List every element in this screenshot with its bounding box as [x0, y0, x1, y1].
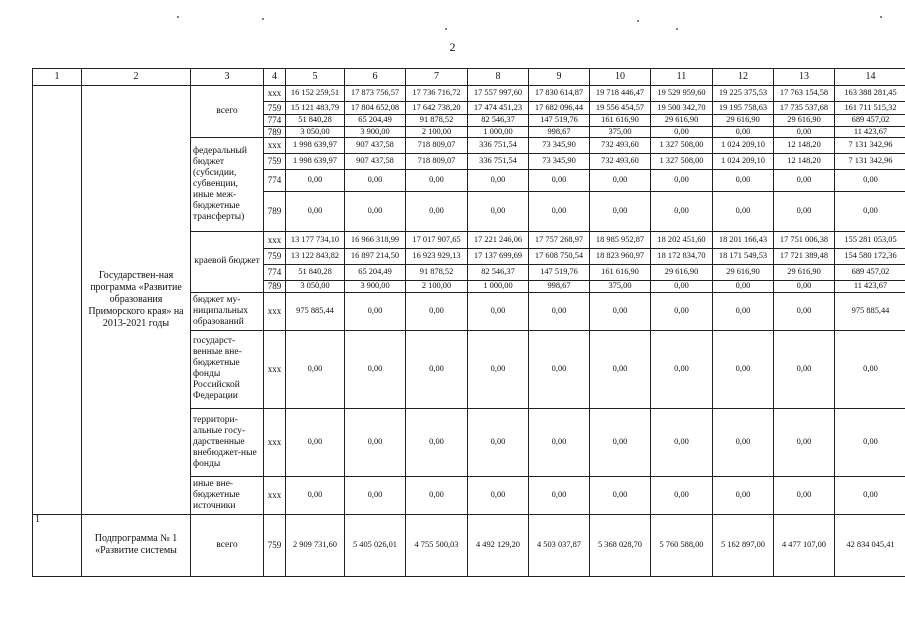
- value-cell: 998,67: [529, 281, 590, 293]
- row-number-cell: 1: [33, 514, 82, 576]
- value-cell: 1 000,00: [468, 281, 529, 293]
- value-cell: 29 616,90: [651, 265, 713, 281]
- value-cell: 0,00: [468, 476, 529, 514]
- value-cell: 13 177 734,10: [286, 232, 345, 249]
- value-cell: 0,00: [286, 330, 345, 408]
- value-cell: 82 546,37: [468, 115, 529, 127]
- value-cell: 16 152 259,51: [286, 86, 345, 102]
- value-cell: 17 757 268,97: [529, 232, 590, 249]
- code-cell: ххх: [264, 330, 286, 408]
- value-cell: 0,00: [651, 126, 713, 138]
- value-cell: 16 966 318,99: [345, 232, 406, 249]
- value-cell: 0,00: [529, 192, 590, 232]
- value-cell: 18 823 960,97: [590, 249, 651, 265]
- code-cell: 759: [264, 514, 286, 576]
- value-cell: 0,00: [406, 292, 468, 330]
- code-cell: 759: [264, 102, 286, 115]
- code-cell: ххх: [264, 138, 286, 154]
- value-cell: 2 909 731,60: [286, 514, 345, 576]
- value-cell: 163 388 281,45: [835, 86, 905, 102]
- value-cell: 0,00: [406, 170, 468, 192]
- value-cell: 0,00: [345, 408, 406, 476]
- value-cell: 29 616,90: [774, 265, 835, 281]
- value-cell: 1 998 639,97: [286, 138, 345, 154]
- table-row: [33, 86, 905, 102]
- value-cell: 0,00: [713, 192, 774, 232]
- value-cell: 3 900,00: [345, 281, 406, 293]
- value-cell: 0,00: [651, 192, 713, 232]
- value-cell: 91 878,52: [406, 265, 468, 281]
- value-cell: 0,00: [774, 126, 835, 138]
- header-cell: 13: [774, 69, 835, 86]
- value-cell: 7 131 342,96: [835, 154, 905, 170]
- value-cell: 5 760 588,00: [651, 514, 713, 576]
- value-cell: 5 162 897,00: [713, 514, 774, 576]
- budget-table: [32, 68, 905, 577]
- header-cell: 8: [468, 69, 529, 86]
- value-cell: 0,00: [468, 192, 529, 232]
- value-cell: 0,00: [468, 170, 529, 192]
- value-cell: 0,00: [651, 330, 713, 408]
- value-cell: 11 423,67: [835, 281, 905, 293]
- value-cell: 4 492 129,20: [468, 514, 529, 576]
- value-cell: 51 840,28: [286, 115, 345, 127]
- value-cell: 4 503 037,87: [529, 514, 590, 576]
- value-cell: 82 546,37: [468, 265, 529, 281]
- category-cell: краевой бюджет: [191, 232, 264, 293]
- value-cell: 5 405 026,01: [345, 514, 406, 576]
- value-cell: 0,00: [590, 330, 651, 408]
- header-cell: 10: [590, 69, 651, 86]
- value-cell: 19 556 454,57: [590, 102, 651, 115]
- value-cell: 2 100,00: [406, 126, 468, 138]
- value-cell: 0,00: [651, 170, 713, 192]
- value-cell: 0,00: [774, 330, 835, 408]
- value-cell: 689 457,02: [835, 265, 905, 281]
- value-cell: 65 204,49: [345, 265, 406, 281]
- value-cell: 73 345,90: [529, 138, 590, 154]
- value-cell: 3 900,00: [345, 126, 406, 138]
- scan-specks: [0, 14, 905, 34]
- value-cell: 0,00: [345, 192, 406, 232]
- value-cell: 375,00: [590, 281, 651, 293]
- value-cell: 0,00: [345, 330, 406, 408]
- value-cell: 907 437,58: [345, 138, 406, 154]
- code-cell: ххх: [264, 476, 286, 514]
- category-cell: иные вне-бюджетные источники: [191, 476, 264, 514]
- code-cell: 759: [264, 249, 286, 265]
- value-cell: 154 580 172,36: [835, 249, 905, 265]
- code-cell: ххх: [264, 86, 286, 102]
- value-cell: 0,00: [529, 170, 590, 192]
- header-cell: 9: [529, 69, 590, 86]
- value-cell: 0,00: [774, 408, 835, 476]
- value-cell: 975 885,44: [835, 292, 905, 330]
- value-cell: 19 529 959,60: [651, 86, 713, 102]
- value-cell: 1 024 209,10: [713, 154, 774, 170]
- header-cell: 4: [264, 69, 286, 86]
- value-cell: 0,00: [713, 408, 774, 476]
- value-cell: 1 327 508,00: [651, 138, 713, 154]
- header-cell: 1: [33, 69, 82, 86]
- value-cell: 718 809,07: [406, 138, 468, 154]
- value-cell: 1 327 508,00: [651, 154, 713, 170]
- value-cell: 17 736 716,72: [406, 86, 468, 102]
- header-cell: 2: [82, 69, 191, 86]
- value-cell: 29 616,90: [713, 115, 774, 127]
- value-cell: 17 682 096,44: [529, 102, 590, 115]
- value-cell: 375,00: [590, 126, 651, 138]
- value-cell: 0,00: [406, 330, 468, 408]
- header-cell: 5: [286, 69, 345, 86]
- value-cell: 17 751 006,38: [774, 232, 835, 249]
- value-cell: 29 616,90: [713, 265, 774, 281]
- code-cell: 774: [264, 115, 286, 127]
- code-cell: 759: [264, 154, 286, 170]
- value-cell: 689 457,02: [835, 115, 905, 127]
- category-cell: всего: [191, 514, 264, 576]
- code-cell: ххх: [264, 408, 286, 476]
- value-cell: 17 804 652,08: [345, 102, 406, 115]
- page-number: 2: [449, 40, 456, 54]
- header-cell: 11: [651, 69, 713, 86]
- value-cell: 0,00: [835, 170, 905, 192]
- subprogram-row: [33, 514, 905, 576]
- value-cell: 17 721 389,48: [774, 249, 835, 265]
- value-cell: 19 225 375,53: [713, 86, 774, 102]
- value-cell: 17 474 451,23: [468, 102, 529, 115]
- value-cell: 0,00: [468, 408, 529, 476]
- value-cell: 17 017 907,65: [406, 232, 468, 249]
- code-cell: ххх: [264, 292, 286, 330]
- value-cell: 0,00: [590, 476, 651, 514]
- value-cell: 17 221 246,06: [468, 232, 529, 249]
- row-number-cell: [33, 86, 82, 515]
- value-cell: 18 171 549,53: [713, 249, 774, 265]
- value-cell: 161 616,90: [590, 115, 651, 127]
- value-cell: 42 834 045,41: [835, 514, 905, 576]
- value-cell: 4 755 500,03: [406, 514, 468, 576]
- category-cell: федеральный бюджет (субсидии, субвенции, иные меж-бюджетные трансферты): [191, 138, 264, 232]
- value-cell: 2 100,00: [406, 281, 468, 293]
- value-cell: 18 202 451,60: [651, 232, 713, 249]
- value-cell: 0,00: [345, 292, 406, 330]
- value-cell: 17 873 756,57: [345, 86, 406, 102]
- value-cell: 0,00: [713, 330, 774, 408]
- value-cell: 17 642 738,20: [406, 102, 468, 115]
- category-cell: государст-венные вне-бюджетные фонды Российской Федерации: [191, 330, 264, 408]
- value-cell: 1 998 639,97: [286, 154, 345, 170]
- value-cell: 0,00: [651, 292, 713, 330]
- value-cell: 0,00: [406, 408, 468, 476]
- code-cell: 774: [264, 265, 286, 281]
- value-cell: 0,00: [286, 476, 345, 514]
- value-cell: 19 195 758,63: [713, 102, 774, 115]
- value-cell: 1 000,00: [468, 126, 529, 138]
- value-cell: 91 878,52: [406, 115, 468, 127]
- value-cell: 0,00: [590, 408, 651, 476]
- value-cell: 0,00: [774, 192, 835, 232]
- value-cell: 73 345,90: [529, 154, 590, 170]
- category-cell: территори-альные госу-дарственные внебюджет-ные фонды: [191, 408, 264, 476]
- value-cell: 0,00: [713, 476, 774, 514]
- value-cell: 0,00: [406, 192, 468, 232]
- value-cell: 16 923 929,13: [406, 249, 468, 265]
- code-cell: 774: [264, 170, 286, 192]
- header-row: [33, 69, 905, 86]
- value-cell: 0,00: [835, 192, 905, 232]
- value-cell: 0,00: [468, 330, 529, 408]
- code-cell: 789: [264, 281, 286, 293]
- code-cell: 789: [264, 126, 286, 138]
- value-cell: 19 718 446,47: [590, 86, 651, 102]
- value-cell: 147 519,76: [529, 265, 590, 281]
- value-cell: 0,00: [590, 192, 651, 232]
- value-cell: 0,00: [345, 476, 406, 514]
- code-cell: 789: [264, 192, 286, 232]
- value-cell: 0,00: [713, 126, 774, 138]
- value-cell: 7 131 342,96: [835, 138, 905, 154]
- value-cell: 0,00: [651, 408, 713, 476]
- value-cell: 17 137 699,69: [468, 249, 529, 265]
- value-cell: 0,00: [713, 170, 774, 192]
- value-cell: 0,00: [529, 330, 590, 408]
- value-cell: 718 809,07: [406, 154, 468, 170]
- value-cell: 17 608 750,54: [529, 249, 590, 265]
- value-cell: 15 121 483,79: [286, 102, 345, 115]
- value-cell: 18 201 166,43: [713, 232, 774, 249]
- value-cell: 0,00: [286, 170, 345, 192]
- value-cell: 0,00: [468, 292, 529, 330]
- category-cell: бюджет му-ниципальных образований: [191, 292, 264, 330]
- value-cell: 19 500 342,70: [651, 102, 713, 115]
- value-cell: 0,00: [774, 476, 835, 514]
- value-cell: 336 751,54: [468, 154, 529, 170]
- value-cell: 0,00: [529, 408, 590, 476]
- value-cell: 998,67: [529, 126, 590, 138]
- value-cell: 12 148,20: [774, 138, 835, 154]
- value-cell: 29 616,90: [774, 115, 835, 127]
- program-name-cell: Государствен-ная программа «Развитие образования Приморского края» на 2013-2021 годы: [82, 86, 191, 515]
- value-cell: 161 616,90: [590, 265, 651, 281]
- value-cell: 4 477 107,00: [774, 514, 835, 576]
- value-cell: 51 840,28: [286, 265, 345, 281]
- value-cell: 732 493,60: [590, 138, 651, 154]
- value-cell: 18 172 834,70: [651, 249, 713, 265]
- value-cell: 732 493,60: [590, 154, 651, 170]
- value-cell: 0,00: [406, 476, 468, 514]
- value-cell: 13 122 843,82: [286, 249, 345, 265]
- value-cell: 11 423,67: [835, 126, 905, 138]
- subprogram-name-cell: Подпрограмма № 1 «Развитие системы: [82, 514, 191, 576]
- value-cell: 5 368 028,70: [590, 514, 651, 576]
- value-cell: 17 557 997,60: [468, 86, 529, 102]
- value-cell: 0,00: [835, 408, 905, 476]
- header-cell: 3: [191, 69, 264, 86]
- value-cell: 975 885,44: [286, 292, 345, 330]
- header-cell: 6: [345, 69, 406, 86]
- value-cell: 0,00: [590, 170, 651, 192]
- value-cell: 12 148,20: [774, 154, 835, 170]
- value-cell: 155 281 053,05: [835, 232, 905, 249]
- value-cell: 0,00: [835, 476, 905, 514]
- value-cell: 29 616,90: [651, 115, 713, 127]
- value-cell: 17 830 614,87: [529, 86, 590, 102]
- value-cell: 0,00: [529, 476, 590, 514]
- header-cell: 12: [713, 69, 774, 86]
- value-cell: 0,00: [286, 192, 345, 232]
- value-cell: 0,00: [774, 170, 835, 192]
- value-cell: 0,00: [713, 281, 774, 293]
- value-cell: 16 897 214,50: [345, 249, 406, 265]
- value-cell: 147 519,76: [529, 115, 590, 127]
- value-cell: 0,00: [529, 292, 590, 330]
- value-cell: 336 751,54: [468, 138, 529, 154]
- value-cell: 0,00: [713, 292, 774, 330]
- value-cell: 0,00: [774, 281, 835, 293]
- value-cell: 0,00: [345, 170, 406, 192]
- value-cell: 0,00: [774, 292, 835, 330]
- value-cell: 17 735 537,68: [774, 102, 835, 115]
- category-cell: всего: [191, 86, 264, 138]
- value-cell: 161 711 515,32: [835, 102, 905, 115]
- value-cell: 0,00: [835, 330, 905, 408]
- value-cell: 907 437,58: [345, 154, 406, 170]
- value-cell: 0,00: [651, 476, 713, 514]
- value-cell: 17 763 154,58: [774, 86, 835, 102]
- value-cell: 3 050,00: [286, 126, 345, 138]
- value-cell: 1 024 209,10: [713, 138, 774, 154]
- header-cell: 7: [406, 69, 468, 86]
- value-cell: 3 050,00: [286, 281, 345, 293]
- value-cell: 65 204,49: [345, 115, 406, 127]
- header-cell: 14: [835, 69, 905, 86]
- value-cell: 0,00: [286, 408, 345, 476]
- code-cell: ххх: [264, 232, 286, 249]
- value-cell: 0,00: [590, 292, 651, 330]
- value-cell: 0,00: [651, 281, 713, 293]
- value-cell: 18 985 952,87: [590, 232, 651, 249]
